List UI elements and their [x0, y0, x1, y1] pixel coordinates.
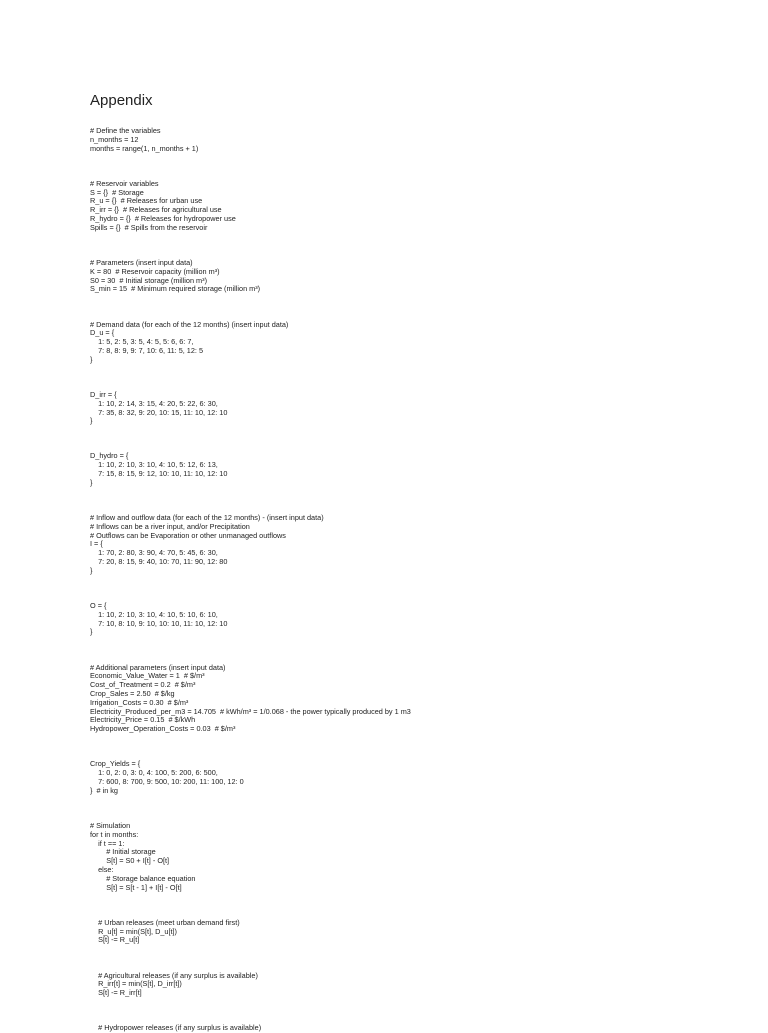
code-line: K = 80 # Reservoir capacity (million m³): [90, 266, 220, 276]
code-line: R_hydro = {} # Releases for hydropower use: [90, 213, 236, 223]
code-line: Cost_of_Treatment = 0.2 # $/m³: [90, 680, 196, 690]
code-line: }: [90, 565, 93, 575]
code-line: 1: 10, 2: 10, 3: 10, 4: 10, 5: 12, 6: 13,: [90, 460, 218, 470]
page-title: Appendix: [90, 92, 153, 109]
code-line: [90, 303, 750, 312]
code-line: [90, 1007, 750, 1016]
code-line: D_hydro = {: [90, 451, 129, 461]
code-line: 7: 600, 8: 700, 9: 500, 10: 200, 11: 100, 12: 0: [90, 776, 244, 786]
code-line: [90, 162, 750, 171]
code-line: [90, 954, 750, 963]
code-line: [90, 373, 750, 382]
code-line: # Outflows can be Evaporation or other unmanaged outflows: [90, 530, 286, 540]
code-line: D_u = {: [90, 328, 115, 338]
code-line: R_irr[t] = min(S[t], D_irr[t]): [90, 979, 182, 989]
code-line: 1: 0, 2: 0, 3: 0, 4: 100, 5: 200, 6: 500,: [90, 768, 218, 778]
code-line: # Inflows can be a river input, and/or Precipitation: [90, 521, 250, 531]
code-line: # Simulation: [90, 820, 131, 830]
code-line: else:: [90, 864, 114, 874]
code-line: Hydropower_Operation_Costs = 0.03 # $/m³: [90, 724, 236, 734]
code-line: [90, 496, 750, 505]
code-line: # Urban releases (meet urban demand first): [90, 917, 240, 927]
code-line: [90, 734, 750, 743]
code-line: S0 = 30 # Initial storage (million m³): [90, 275, 207, 285]
code-line: S[t] = S[t - 1] + I[t] - O[t]: [90, 882, 182, 892]
code-line: }: [90, 416, 93, 426]
code-line: [90, 153, 750, 162]
code-line: # Additional parameters (insert input data): [90, 662, 226, 672]
code-line: [90, 945, 750, 954]
code-line: # Hydropower releases (if any surplus is available): [90, 1023, 262, 1033]
code-line: Electricity_Price = 0.15 # $/kWh: [90, 715, 196, 725]
code-line: # Demand data (for each of the 12 months) (insert input data): [90, 319, 289, 329]
code-line: 1: 10, 2: 10, 3: 10, 4: 10, 5: 10, 6: 10,: [90, 609, 218, 619]
code-line: R_u = {} # Releases for urban use: [90, 196, 203, 206]
code-line: } # in kg: [90, 785, 118, 795]
code-line: 7: 35, 8: 32, 9: 20, 10: 15, 11: 10, 12: 10: [90, 407, 228, 417]
code-line: [90, 892, 750, 901]
code-line: [90, 796, 750, 805]
code-line: months = range(1, n_months + 1): [90, 143, 199, 153]
code-line: 7: 15, 8: 15, 9: 12, 10: 10, 11: 10, 12: 10: [90, 469, 228, 479]
code-line: # Storage balance equation: [90, 873, 196, 883]
code-line: [90, 171, 750, 180]
code-line: [90, 998, 750, 1007]
code-line: Electricity_Produced_per_m3 = 14.705 # kWh/m³ = 1/0.068 - the power typically produced by 1 m3: [90, 706, 411, 716]
code-line: }: [90, 477, 93, 487]
code-line: for t in months:: [90, 829, 139, 839]
code-line: [90, 488, 750, 497]
code-line: [90, 584, 750, 593]
code-line: [90, 593, 750, 602]
code-line: S[t] = S0 + I[t] - O[t]: [90, 856, 170, 866]
code-line: 7: 8, 8: 9, 9: 7, 10: 6, 11: 5, 12: 5: [90, 345, 204, 355]
code-line: [90, 576, 750, 585]
code-line: S[t] -= R_irr[t]: [90, 988, 142, 998]
code-line: 7: 10, 8: 10, 9: 10, 10: 10, 11: 10, 12: 10: [90, 618, 228, 628]
code-line: if t == 1:: [90, 838, 125, 848]
code-line: R_u[t] = min(S[t], D_u[t]): [90, 926, 177, 936]
code-line: [90, 752, 750, 761]
code-line: # Parameters (insert input data): [90, 257, 193, 267]
code-line: 1: 5, 2: 5, 3: 5, 4: 5, 5: 6, 6: 7,: [90, 337, 194, 347]
code-line: }: [90, 627, 93, 637]
code-line: [90, 435, 750, 444]
code-line: Spills = {} # Spills from the reservoir: [90, 222, 208, 232]
code-line: [90, 637, 750, 646]
code-line: Crop_Yields = {: [90, 759, 141, 769]
code-line: # Initial storage: [90, 847, 156, 857]
code-line: Economic_Value_Water = 1 # $/m³: [90, 671, 205, 681]
code-line: [90, 813, 750, 822]
code-line: Irrigation_Costs = 0.30 # $/m³: [90, 697, 189, 707]
code-line: D_irr = {: [90, 389, 117, 399]
code-line: S[t] -= R_u[t]: [90, 935, 140, 945]
code-line: Crop_Sales = 2.50 # $/kg: [90, 689, 175, 698]
code-line: # Define the variables: [90, 126, 161, 135]
code-line: 1: 70, 2: 80, 3: 90, 4: 70, 5: 45, 6: 30,: [90, 548, 218, 558]
code-line: [90, 426, 750, 435]
code-line: [90, 646, 750, 655]
code-line: R_irr = {} # Releases for agricultural use: [90, 205, 222, 215]
code-line: [90, 743, 750, 752]
code-line: S = {} # Storage: [90, 187, 144, 197]
code-line: n_months = 12: [90, 134, 139, 144]
code-line: [90, 382, 750, 391]
code-line: # Agricultural releases (if any surplus is available): [90, 970, 258, 980]
code-line: [90, 444, 750, 453]
code-line: [90, 294, 750, 303]
code-line: [90, 233, 750, 242]
code-line: 7: 20, 8: 15, 9: 40, 10: 70, 11: 90, 12: 80: [90, 557, 228, 567]
code-line: S_min = 15 # Minimum required storage (million m³): [90, 284, 261, 294]
code-line: # Reservoir variables: [90, 178, 159, 188]
code-line: # Inflow and outflow data (for each of the 12 months) - (insert input data): [90, 513, 324, 523]
code-line: 1: 10, 2: 14, 3: 15, 4: 20, 5: 22, 6: 30,: [90, 398, 218, 408]
code-line: [90, 901, 750, 910]
code-line: }: [90, 354, 93, 364]
code-listing: [90, 127, 750, 1033]
code-line: O = {: [90, 601, 107, 611]
code-line: I = {: [90, 539, 103, 549]
code-line: [90, 365, 750, 374]
code-line: [90, 804, 750, 813]
code-line: [90, 241, 750, 250]
